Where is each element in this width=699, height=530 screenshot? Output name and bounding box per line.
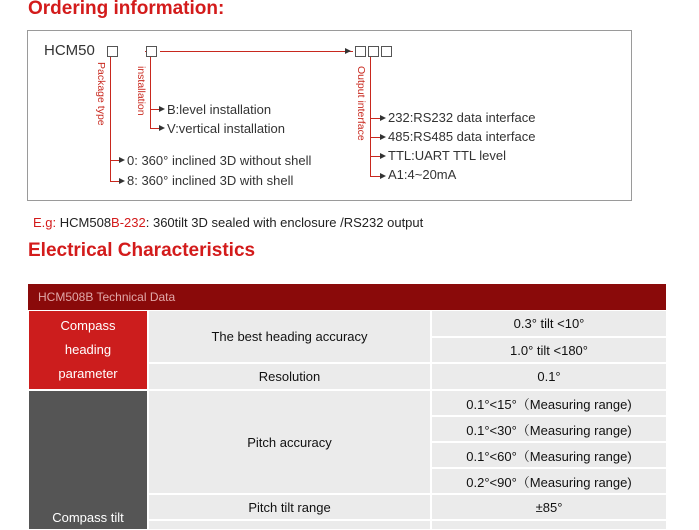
arrow-icon (159, 106, 165, 112)
output-option-485: 485:RS485 data interface (388, 129, 536, 144)
table-title: HCM508B Technical Data (28, 284, 666, 310)
pitch-accuracy-label: Pitch accuracy (148, 390, 431, 494)
resolution-value: 0.1° (431, 363, 667, 390)
arrow-icon (380, 115, 386, 121)
arrow-icon (380, 153, 386, 159)
package-code-box (107, 46, 118, 57)
example-prefix: E.g: (33, 215, 57, 230)
pitch-accuracy-value-3: 0.1°<60°（Measuring range) (431, 442, 667, 468)
package-option-0: 0: 360° inclined 3D without shell (127, 153, 312, 168)
installation-option-v: V:vertical installation (167, 121, 286, 136)
arrow-icon (345, 48, 351, 54)
package-type-label: Package type (95, 62, 107, 126)
table-row-partial (431, 520, 667, 530)
best-heading-value-1: 0.3° tilt <10° (431, 310, 667, 337)
output-code-box-3 (381, 46, 392, 57)
example-line (33, 215, 423, 230)
installation-option-b: B:level installation (167, 102, 272, 117)
resolution-label: Resolution (148, 363, 431, 390)
pitch-accuracy-value-4: 0.2°<90°（Measuring range) (431, 468, 667, 494)
arrow-icon (159, 125, 165, 131)
table-row-partial (148, 520, 431, 530)
model-prefix: HCM50 (44, 42, 95, 59)
package-option-8: 8: 360° inclined 3D with shell (127, 173, 294, 188)
example-model-suffix: B-232 (111, 215, 146, 230)
best-heading-label: The best heading accuracy (148, 310, 431, 363)
output-connector (370, 57, 371, 177)
tilt-group-label: Compass tilt (28, 390, 148, 530)
arrow-icon (119, 157, 125, 163)
output-code-box-2 (368, 46, 379, 57)
arrow-icon (380, 173, 386, 179)
installation-code-box (146, 46, 157, 57)
pitch-tilt-range-value: ±85° (431, 494, 667, 520)
package-connector (110, 57, 111, 182)
installation-label: installation (135, 66, 147, 116)
pitch-accuracy-value-2: 0.1°<30°（Measuring range) (431, 416, 667, 442)
output-interface-label: Output interface (355, 66, 367, 141)
ordering-info-heading: Ordering information: (28, 0, 225, 19)
example-description: : 360tilt 3D sealed with enclosure /RS232 output (145, 215, 424, 230)
arrow-icon (380, 134, 386, 140)
output-option-a1: A1:4~20mA (388, 167, 457, 182)
output-option-232: 232:RS232 data interface (388, 110, 536, 125)
best-heading-value-2: 1.0° tilt <180° (431, 337, 667, 363)
pitch-tilt-range-label: Pitch tilt range (148, 494, 431, 520)
pitch-accuracy-value-1: 0.1°<15°（Measuring range) (431, 390, 667, 416)
output-option-ttl: TTL:UART TTL level (388, 148, 506, 163)
compass-group-label: Compass heading parameter (28, 310, 148, 390)
header-connector-line (160, 51, 353, 52)
electrical-characteristics-heading: Electrical Characteristics (28, 240, 256, 261)
output-code-box-1 (355, 46, 366, 57)
example-model: HCM508 (59, 215, 112, 230)
arrow-icon (119, 178, 125, 184)
installation-connector (150, 57, 151, 129)
